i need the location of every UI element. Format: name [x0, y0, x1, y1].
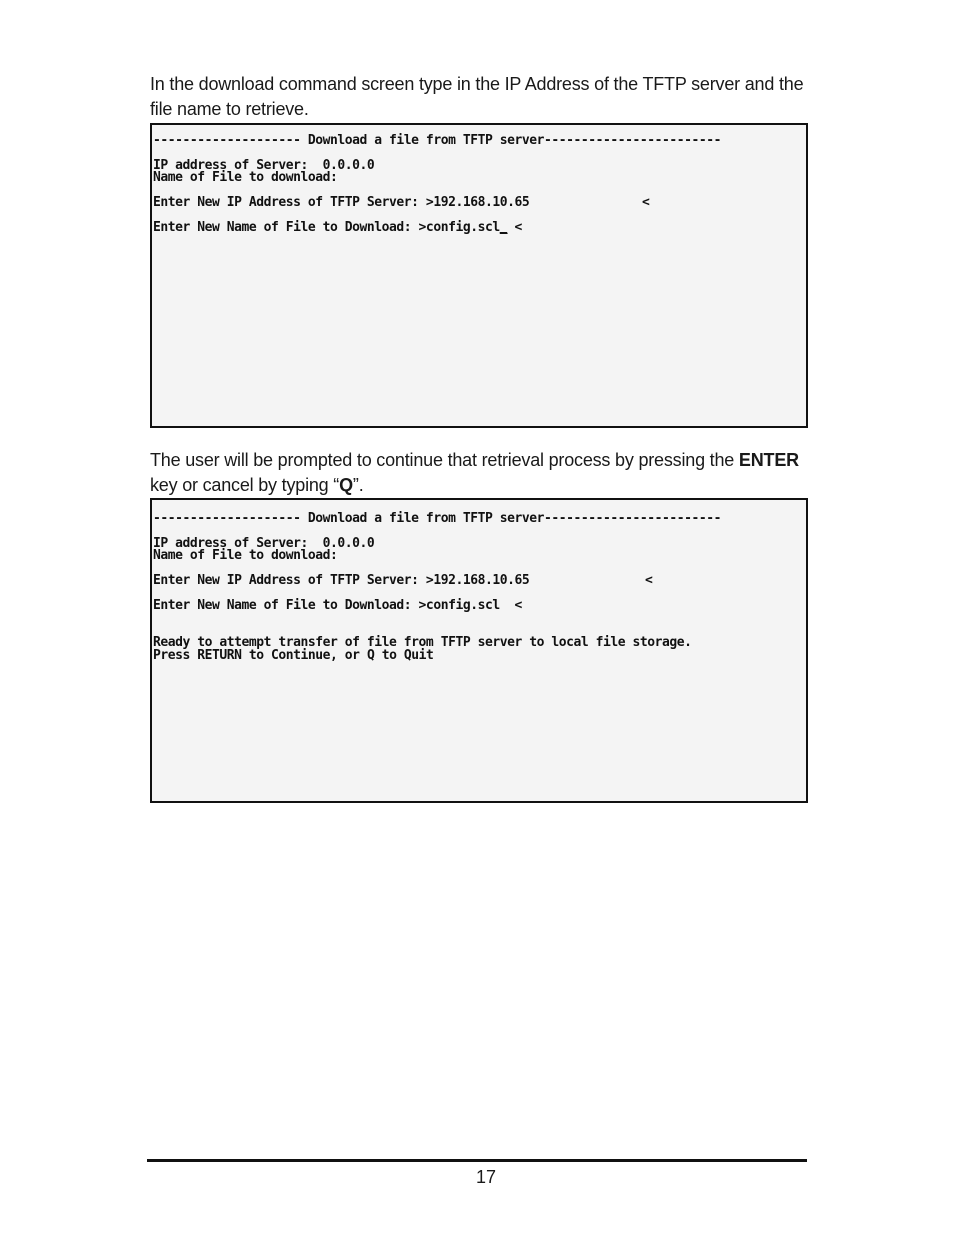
console2-ip-address: IP address of Server: 0.0.0.0 — [153, 536, 375, 551]
middle-paragraph — [150, 448, 810, 498]
console1-cursor: _ — [499, 220, 508, 235]
intro-line-1: In the download command screen type in the IP Address of the TFTP server and the — [150, 74, 804, 94]
console2-enter-ip: Enter New IP Address of TFTP Server: >192.168.10.65 — [153, 573, 530, 588]
middle-text-2: key or cancel by typing “ — [150, 475, 340, 495]
intro-line-2: file name to retrieve. — [150, 99, 309, 119]
console2-enter-file-marker: < — [514, 598, 522, 613]
console1-title: -------------------- Download a file from TFTP server------------------------ — [153, 133, 722, 148]
intro-paragraph — [150, 72, 810, 122]
console2-press-prefix: Press — [153, 648, 198, 663]
console1-file-name: Name of File to download: — [153, 170, 338, 185]
console2-ready-line: Ready to attempt transfer of file from TFTP server to local file storage. — [153, 635, 692, 650]
middle-text-1: The user will be prompted to continue that retrieval process by pressing the — [150, 450, 739, 470]
console2-title: -------------------- Download a file from TFTP server------------------------ — [153, 511, 722, 526]
console-screen-2 — [150, 498, 808, 803]
console1-enter-ip: Enter New IP Address of TFTP Server: >192.168.10.65 — [153, 195, 530, 210]
console2-file-name: Name of File to download: — [153, 548, 338, 563]
enter-key-label: ENTER — [738, 450, 799, 470]
console1-enter-file — [153, 221, 522, 234]
console2-enter-file-label: Enter New Name of File to Download: >config.scl — [153, 598, 500, 613]
page-number: 17 — [475, 1167, 497, 1187]
console2-enter-ip-marker: < — [645, 573, 653, 588]
console2-return-key: RETURN — [197, 648, 242, 663]
console-screen-1 — [150, 123, 808, 428]
console1-enter-ip-marker: < — [642, 195, 650, 210]
footer-rule — [147, 1159, 807, 1162]
middle-line-2 — [150, 473, 810, 498]
middle-text-3: ”. — [352, 475, 364, 495]
middle-line-1 — [150, 448, 810, 473]
console2-press-suffix: to Quit — [374, 648, 434, 663]
console2-press-line — [153, 649, 433, 662]
console1-ip-address: IP address of Server: 0.0.0.0 — [153, 158, 375, 173]
console2-enter-file — [153, 599, 522, 612]
console1-enter-file-label: Enter New Name of File to Download: >config.scl — [153, 220, 500, 235]
console2-quit-key: Q — [366, 648, 375, 663]
console2-press-mid: to Continue, or — [241, 648, 367, 663]
console1-enter-file-marker: < — [514, 220, 522, 235]
q-key-label: Q — [339, 475, 353, 495]
